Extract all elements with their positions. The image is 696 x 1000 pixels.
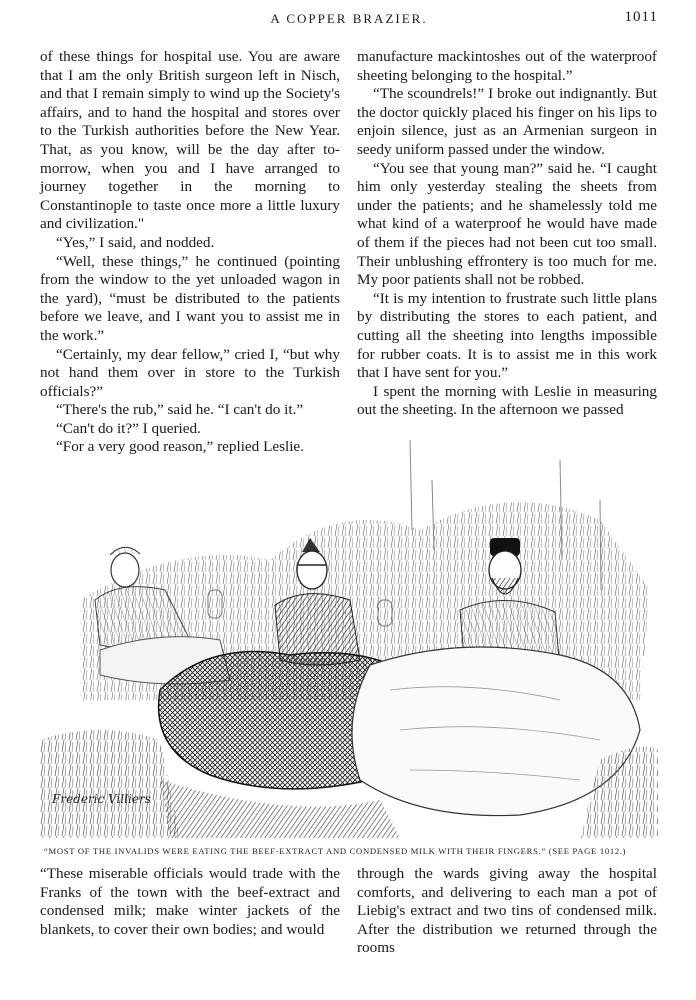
paragraph: of these things for hospital use. You are aware that I am the only British surgeon left in Nisch, and that I remain simply to wind up the Society's affairs, and to hand the hospital and stores over to the Turkish authorities before the New Year. That, as you know, will be the day after to-morrow, when you and I have arranged to journey together in the morning to Constantinople to taste once more a little luxury and civilization." [40,48,340,233]
paragraph: through the wards giving away the hospital comforts, and delivering to each man a pot of Liebig's extract and two tins of condensed milk. After the distribution we returned through the rooms [357,865,657,957]
paragraph: “The scoundrels!” I broke out indignantly. But the doctor quickly placed his finger on his lips to enjoin silence, just as an Armenian surgeon in seedy uniform passed under the window. [357,85,657,158]
hospital-patients-engraving [40,440,658,838]
paragraph: “You see that young man?” said he. “I caught him only yesterday stealing the sheets from under the patients; and he shamelessly told me what kind of a waterproof he would have made of them if the pieces had not been cut too small. Their unblushing effrontery is too much for me. My poor patients shall not be robbed. [357,159,657,289]
text-column-left-bottom [40,865,340,939]
paragraph: “Certainly, my dear fellow,” cried I, “but why not hand them over in store to the Turkish officials?” [40,345,340,400]
paragraph: “Yes,” I said, and nodded. [56,233,215,251]
paragraph: “For a very good reason,” replied Leslie. [56,438,304,456]
illustration-caption: “MOST OF THE INVALIDS WERE EATING THE BEEF-EXTRACT AND CONDENSED MILK WITH THEIR FINGERS.” (SEE PAGE 1012.) [44,846,627,856]
text-column-right-bottom [357,865,657,958]
paragraph: “There's the rub,” said he. “I can't do it.” [56,401,304,419]
paragraph: “These miserable officials would trade with the Franks of the town with the beef-extract and condensed milk; make winter jackets of the blankets, to cover their own bodies; and would [40,865,340,938]
text-column-left-top [40,48,340,457]
paragraph: I spent the morning with Leslie in measuring out the sheeting. In the afternoon we passed [357,382,657,419]
paragraph: “Well, these things,” he continued (pointing from the window to the yet unloaded wagon in the yard), “must be distributed to the patients before we leave, and I want you to assist me in the work.” [40,252,340,344]
page-header [40,8,658,30]
page-number: 1011 [624,9,658,25]
text-column-right-top [357,48,657,420]
paragraph: “Can't do it?” I queried. [56,419,201,437]
running-title: A COPPER BRAZIER. [270,11,428,26]
paragraph: “It is my intention to frustrate such little plans by distributing the stores to each patient, and cutting all the sheeting into lengths impossible for rubber coats. It is to assist me in this work that I have sent for you.” [357,289,657,382]
engraving-illustration [40,440,658,838]
paragraph: manufacture mackintoshes out of the waterproof sheeting belonging to the hospital.” [357,48,657,84]
artist-signature: Frederic Villiers [52,792,151,806]
